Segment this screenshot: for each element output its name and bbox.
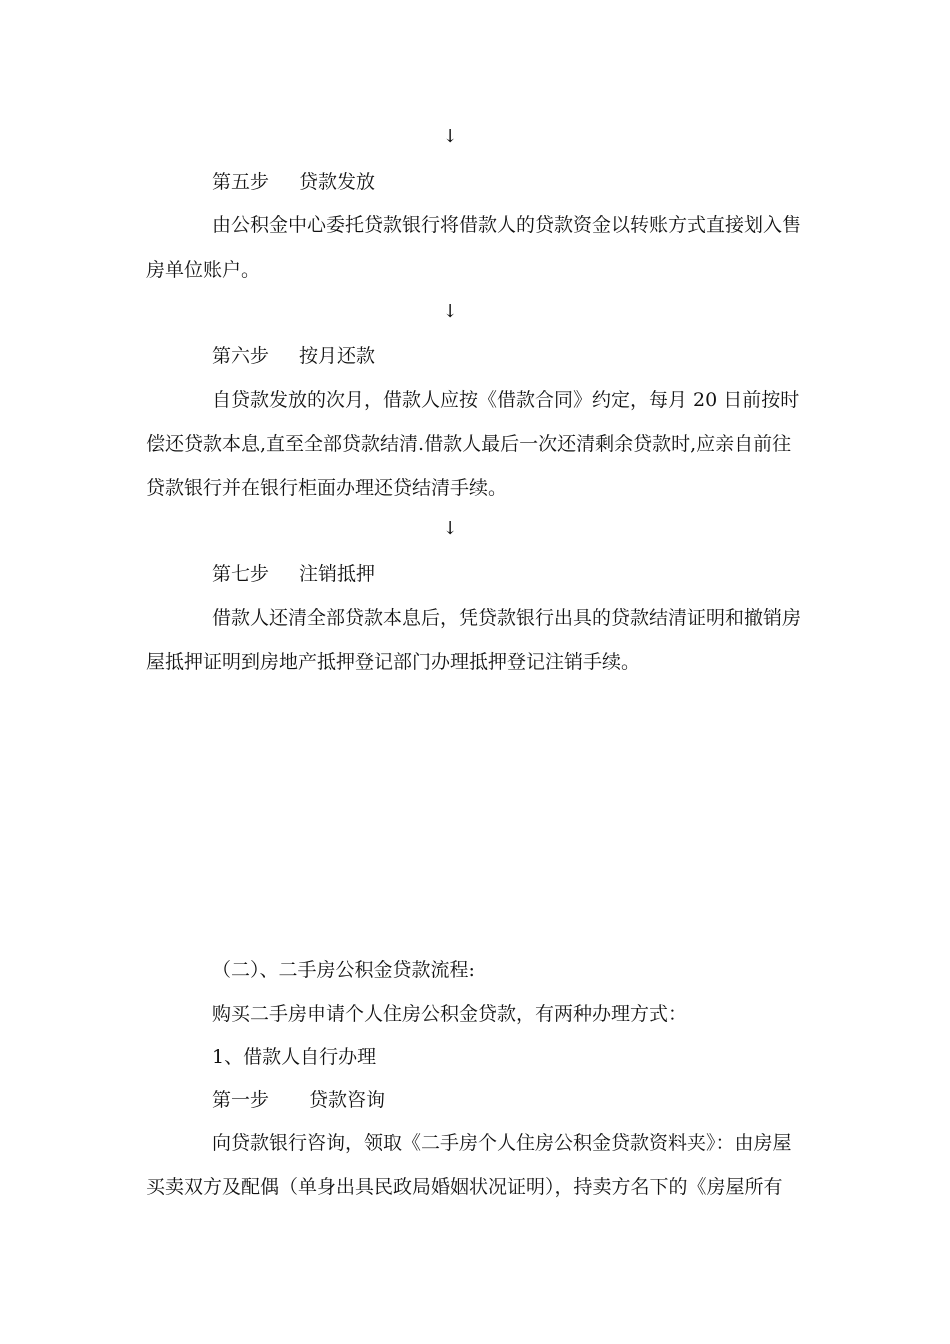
section2-step1-heading <box>212 1088 385 1112</box>
section2-step1-body-line-2: 买卖双方及配偶（单身出具民政局婚姻状况证明），持卖方名下的《房屋所有 <box>146 1176 783 1198</box>
flow-arrow-down-icon: ↓ <box>442 126 458 147</box>
step7-body-line-1: 借款人还清全部贷款本息后，凭贷款银行出具的贷款结清证明和撤销房 <box>212 607 802 629</box>
section2-step1-label: 第一步 <box>212 1089 270 1111</box>
step6-body-line-1: 自贷款发放的次月，借款人应按《借款合同》约定，每月 20 日前按时 <box>212 389 800 411</box>
section2-method1: 1、借款人自行办理 <box>212 1046 377 1068</box>
section2-step1-name: 贷款咨询 <box>309 1089 386 1111</box>
step6-body-line-3: 贷款银行并在银行柜面办理还贷结清手续。 <box>146 477 508 499</box>
flow-arrow-down-icon: ↓ <box>442 518 458 539</box>
step6-body-line-2: 偿还贷款本息,直至全部贷款结清.借款人最后一次还清剩余贷款时,应亲自前往 <box>146 433 792 455</box>
step7-name: 注销抵押 <box>299 563 376 585</box>
step5-body-line-2: 房单位账户。 <box>146 259 261 281</box>
step5-heading <box>212 170 375 194</box>
flow-arrow-down-icon: ↓ <box>442 301 458 322</box>
step6-label: 第六步 <box>212 345 270 367</box>
step7-body-line-2: 屋抵押证明到房地产抵押登记部门办理抵押登记注销手续。 <box>146 651 641 673</box>
step6-heading <box>212 344 375 368</box>
section2-heading: （二）、二手房公积金贷款流程: <box>212 959 475 981</box>
section2-intro: 购买二手房申请个人住房公积金贷款，有两种办理方式： <box>212 1003 688 1025</box>
step7-heading <box>212 562 375 586</box>
section2-step1-body-line-1: 向贷款银行咨询，领取《二手房个人住房公积金贷款资料夹》：由房屋 <box>212 1132 792 1154</box>
step5-body-line-1: 由公积金中心委托贷款银行将借款人的贷款资金以转账方式直接划入售 <box>212 214 802 236</box>
step6-name: 按月还款 <box>299 345 376 367</box>
step7-label: 第七步 <box>212 563 270 585</box>
step5-name: 贷款发放 <box>299 171 376 193</box>
step5-label: 第五步 <box>212 171 270 193</box>
